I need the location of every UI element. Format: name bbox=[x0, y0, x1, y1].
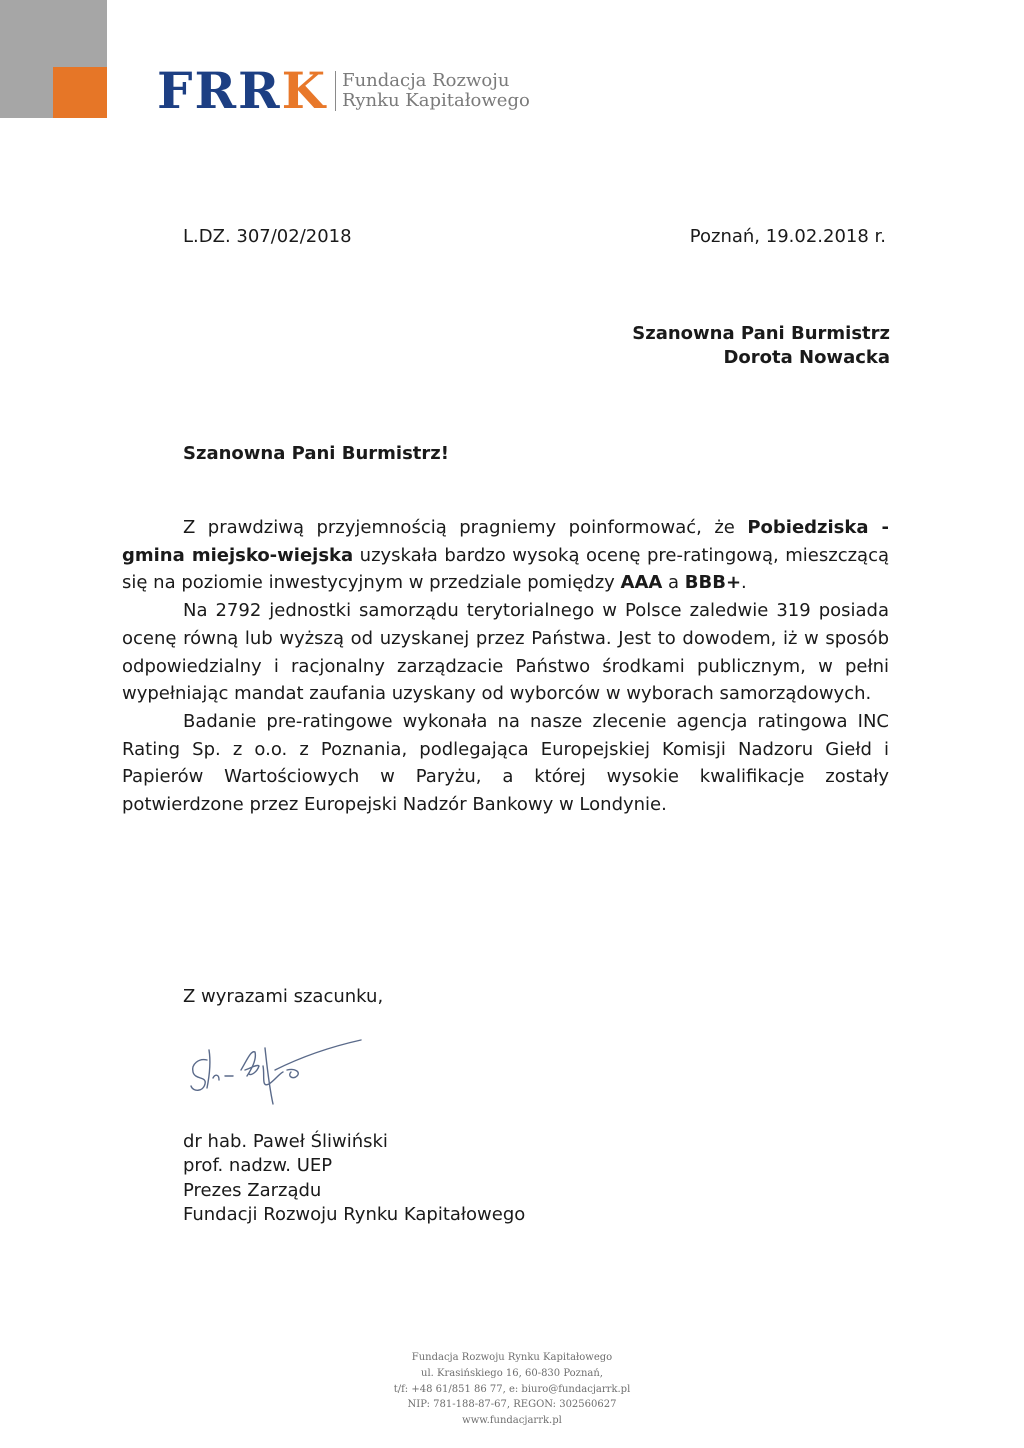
p1-rating-low: BBB+ bbox=[684, 572, 742, 594]
salutation: Szanowna Pani Burmistrz! bbox=[183, 443, 449, 464]
recipient-name: Dorota Nowacka bbox=[723, 347, 890, 368]
logo-mark bbox=[157, 61, 328, 120]
logo-mark-accent: K bbox=[281, 61, 328, 120]
place-date: Poznań, 19.02.2018 r. bbox=[689, 226, 886, 247]
footer-registration: NIP: 781-188-87-67, REGON: 302560627 bbox=[407, 1399, 617, 1411]
footer-contact: t/f: +48 61/851 86 77, e: biuro@fundacjarrk.pl bbox=[393, 1383, 631, 1395]
letter-footer bbox=[312, 1350, 712, 1429]
p1-text-e: a bbox=[662, 572, 685, 594]
letter-body bbox=[122, 514, 889, 819]
paragraph-2: Na 2792 jednostki samorządu terytorialnego w Polsce zaledwie 319 posiada ocenę równą lub wyższą od uzyskanej przez Państwa. Jest to dowodem, iż w sposób odpowiedzialny i racjonalny zarządzacie Państwo środkami publicznym, w pełni wypełniając mandat zaufania uzyskany od wyborców w wyborach samorządowych. bbox=[122, 600, 889, 705]
paragraph-3: Badanie pre-ratingowe wykonała na nasze zlecenie agencja ratingowa INC Rating Sp. z o.o. z Poznania, podlegająca Europejskiej Komisji Nadzoru Giełd i Papierów Wartościowych w Paryżu, a której wysokie kwalifikacje zostały potwierdzone przez Europejski Nadzór Bankowy w Londynie. bbox=[122, 710, 889, 816]
closing: Z wyrazami szacunku, bbox=[183, 986, 384, 1007]
p1-text-a: Z prawdziwą przyjemnością pragniemy poinformować, że bbox=[183, 517, 748, 538]
logo-line-2: Rynku Kapitałowego bbox=[342, 90, 530, 111]
recipient-block bbox=[632, 322, 890, 370]
p1-rating-high: AAA bbox=[620, 572, 663, 594]
frrk-logo bbox=[157, 61, 530, 120]
handwritten-signature bbox=[185, 1030, 370, 1110]
corner-orange-block bbox=[53, 67, 107, 118]
footer-organization: Fundacja Rozwoju Rynku Kapitałowego bbox=[411, 1352, 613, 1363]
p1-municipality: Pobiedziska - gmina miejsko-wiejska bbox=[122, 517, 890, 566]
reference-number: L.DZ. 307/02/2018 bbox=[183, 226, 352, 247]
logo-wordmark bbox=[342, 71, 530, 111]
recipient-line-1: Szanowna Pani Burmistrz bbox=[632, 323, 890, 344]
logo-divider bbox=[335, 71, 336, 111]
footer-address: ul. Krasińskiego 16, 60-830 Poznań, bbox=[421, 1367, 603, 1379]
paragraph-1 bbox=[122, 514, 889, 597]
p1-text-g: . bbox=[741, 572, 747, 594]
signatory-title: prof. nadzw. UEP bbox=[183, 1155, 333, 1177]
footer-website: www.fundacjarrk.pl bbox=[462, 1415, 562, 1427]
logo-mark-main: FRR bbox=[157, 61, 282, 120]
signatory-block bbox=[183, 1130, 525, 1227]
p1-text-c: uzyskała bardzo wysoką ocenę pre-ratingową, mieszczącą się na poziomie inwestycyjnym w przedziale pomiędzy bbox=[122, 544, 889, 594]
signatory-name: dr hab. Paweł Śliwiński bbox=[183, 1131, 388, 1152]
signatory-role: Prezes Zarządu bbox=[183, 1179, 322, 1201]
logo-line-1: Fundacja Rozwoju bbox=[342, 70, 510, 91]
signatory-organization: Fundacji Rozwoju Rynku Kapitałowego bbox=[183, 1203, 526, 1225]
